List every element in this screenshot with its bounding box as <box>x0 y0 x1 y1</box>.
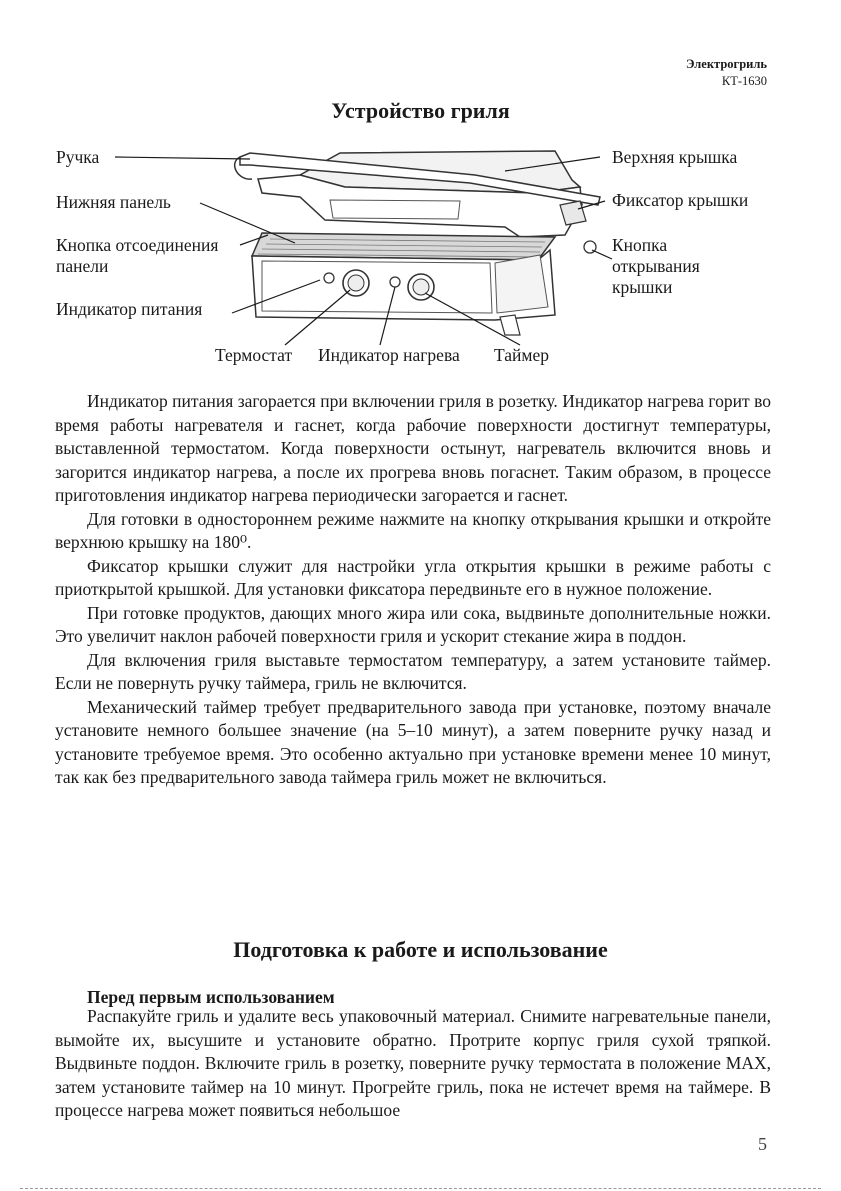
product-name: Электрогриль <box>685 57 767 71</box>
label-panel-release-line1: Кнопка отсоединения <box>56 235 219 255</box>
label-lid-open-line2: открывания <box>612 256 700 276</box>
power-indicator-light <box>324 273 334 283</box>
heating-indicator-light <box>390 277 400 287</box>
label-lid-open-button <box>612 235 700 298</box>
label-thermostat: Термостат <box>215 345 293 365</box>
side-panel-shape <box>495 255 548 313</box>
paragraph: Для включения гриля выставьте термостатом температуру, а затем установите таймер. Если не повернуть ручку таймера, гриль не включится. <box>55 649 771 693</box>
paragraph: Для готовки в одностороннем режиме нажмите на кнопку открывания крышки и откройте верхнюю крышку на 180⁰. <box>55 508 771 552</box>
grill-diagram <box>0 135 841 375</box>
page-number: 5 <box>758 1134 767 1154</box>
label-handle: Ручка <box>56 147 100 167</box>
label-lower-panel: Нижняя панель <box>56 192 171 212</box>
model-number: КТ-1630 <box>721 74 767 88</box>
subheading: Перед первым использованием <box>87 987 335 1007</box>
usage-instructions <box>55 390 771 790</box>
diagram-title: Устройство гриля <box>331 98 510 123</box>
label-lid-lock: Фиксатор крышки <box>612 190 749 210</box>
section-title: Подготовка к работе и использование <box>233 937 608 962</box>
label-timer: Таймер <box>494 345 549 365</box>
paragraph: Распакуйте гриль и удалите весь упаковочный материал. Снимите нагревательные панели, вымойте их, высушите и установите обратно. Протрите корпус гриля сухой тряпкой. Выдвиньте поддон. Включите гриль в розетку, поверните ручку термостата в положение MAX, затем установите таймер на 10 минут. Прогрейте гриль, пока не истечет время на таймере. В процессе нагрева может появиться небольшое <box>55 1006 771 1120</box>
paragraph: При готовке продуктов, дающих много жира или сока, выдвиньте дополнительные ножки. Это увеличит наклон рабочей поверхности гриля и ускорит стекание жира в поддон. <box>55 602 771 646</box>
bottom-rule <box>20 1188 821 1189</box>
label-lid-open-line3: крышки <box>612 277 673 297</box>
label-lid-open-line1: Кнопка <box>612 235 668 255</box>
preparation-instructions <box>55 1005 771 1123</box>
label-panel-release-line2: панели <box>56 256 109 276</box>
paragraph: Фиксатор крышки служит для настройки угла открытия крышки в режиме работы с приоткрытой крышкой. Для установки фиксатора передвиньте его в нужное положение. <box>55 555 771 599</box>
label-panel-release-button <box>56 235 218 277</box>
paragraph: Индикатор питания загорается при включении гриля в розетку. Индикатор нагрева горит во время работы нагревателя и гаснет, когда рабочие поверхности достигнут температуры, выставленной термостатом. Когда поверхности остынут, нагреватель включится вновь и загорится индикатор нагрева, а после их прогрева вновь погаснет. Таким образом, в процессе приготовления индикатор нагрева периодически загорается и гаснет. <box>55 391 771 505</box>
label-power-indicator: Индикатор питания <box>56 299 203 319</box>
paragraph: Механический таймер требует предварительного завода при установке, поэтому вначале установите немного большее значение (на 5–10 минут), а затем поверните ручку назад и установите требуемое время. Это особенно актуально при установке времени менее 10 минут, так как без предварительного завода таймера гриль может не включиться. <box>55 696 771 787</box>
label-upper-lid: Верхняя крышка <box>612 147 738 167</box>
label-heating-indicator: Индикатор нагрева <box>318 345 460 365</box>
timer-knob-center <box>413 279 429 295</box>
thermostat-knob-center <box>348 275 364 291</box>
document-header <box>686 56 767 90</box>
